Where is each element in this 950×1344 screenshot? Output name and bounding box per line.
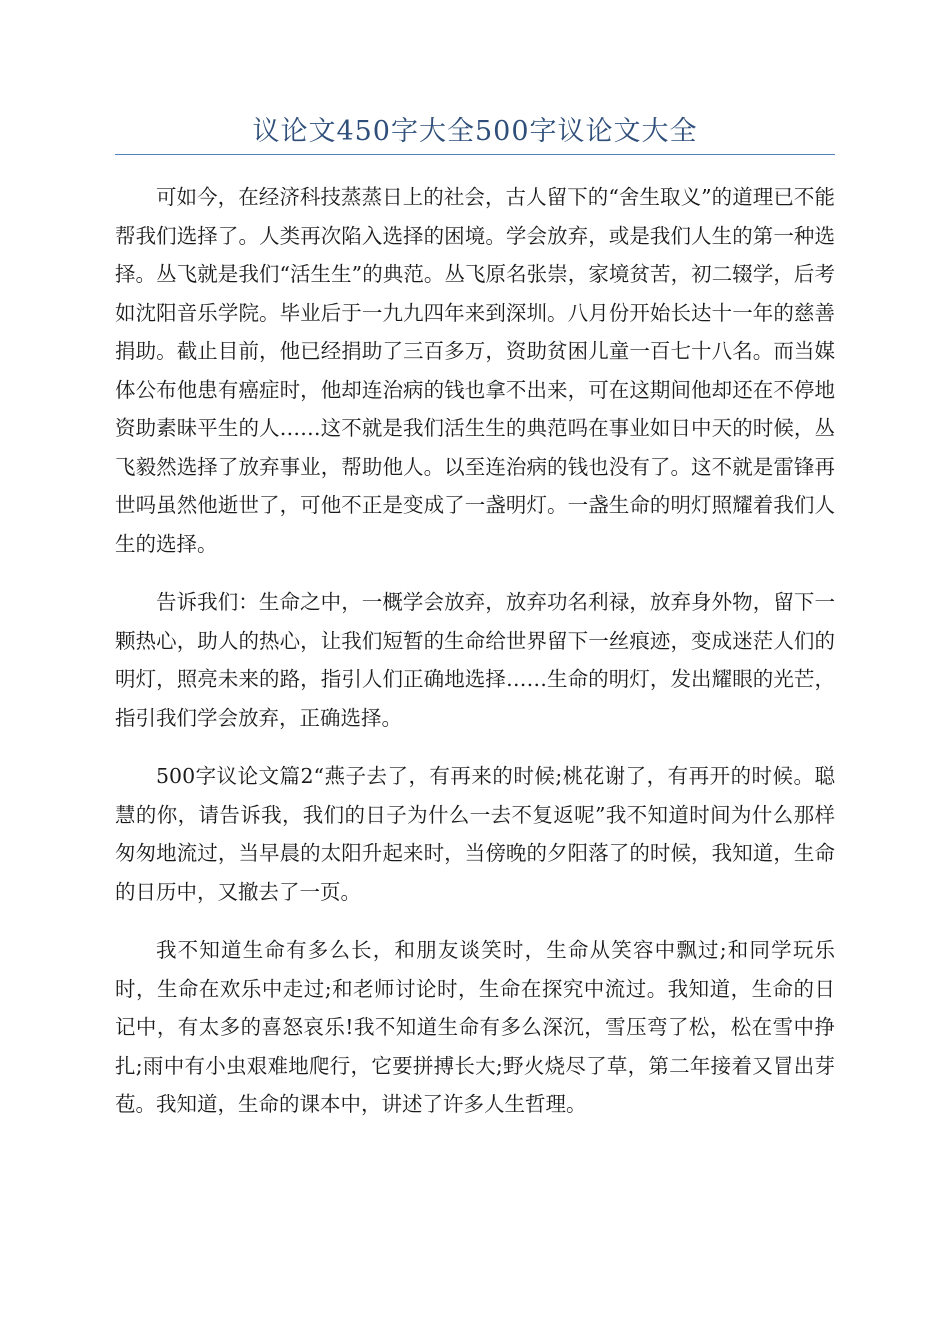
paragraph: 我不知道生命有多么长，和朋友谈笑时，生命从笑容中飘过;和同学玩乐时，生命在欢乐中走过;和老师讨论时，生命在探究中流过。我知道，生命的日记中，有太多的喜怒哀乐!我不知道生命有多么深沉，雪压弯了松，松在雪中挣扎;雨中有小虫艰难地爬行，它要拼搏长大;野火烧尽了草，第二年接着又冒出芽苞。我知道，生命的课本中，讲述了许多人生哲理。 (115, 938, 835, 1116)
document-title: 议论文450字大全500字议论文大全 (252, 116, 698, 147)
document-body (115, 178, 835, 1144)
paragraph: 可如今，在经济科技蒸蒸日上的社会，古人留下的“舍生取义”的道理已不能帮我们选择了。人类再次陷入选择的困境。学会放弃，或是我们人生的第一种选择。丛飞就是我们“活生生”的典范。丛飞原名张崇，家境贫苦，初二辍学，后考如沈阳音乐学院。毕业后于一九九四年来到深圳。八月份开始长达十一年的慈善捐助。截止目前，他已经捐助了三百多万，资助贫困儿童一百七十八名。而当媒体公布他患有癌症时，他却连治病的钱也拿不出来，可在这期间他却还在不停地资助素昧平生的人……这不就是我们活生生的典范吗在事业如日中天的时候，丛飞毅然选择了放弃事业，帮助他人。以至连治病的钱也没有了。这不就是雷锋再世吗虽然他逝世了，可他不正是变成了一盏明灯。一盏生命的明灯照耀着我们人生的选择。 (115, 185, 835, 556)
paragraph: 500字议论文篇2“燕子去了，有再来的时候;桃花谢了，有再开的时候。聪慧的你，请告诉我，我们的日子为什么一去不复返呢”我不知道时间为什么那样匆匆地流过，当早晨的太阳升起来时，当傍晚的夕阳落了的时候，我知道，生命的日历中，又撤去了一页。 (115, 764, 835, 904)
paragraph: 告诉我们：生命之中，一概学会放弃，放弃功名利禄，放弃身外物，留下一颗热心，助人的热心，让我们短暂的生命给世界留下一丝痕迹，变成迷茫人们的明灯，照亮未来的路，指引人们正确地选择……生命的明灯，发出耀眼的光芒，指引我们学会放弃，正确选择。 (115, 590, 835, 730)
title-underline (115, 154, 835, 155)
